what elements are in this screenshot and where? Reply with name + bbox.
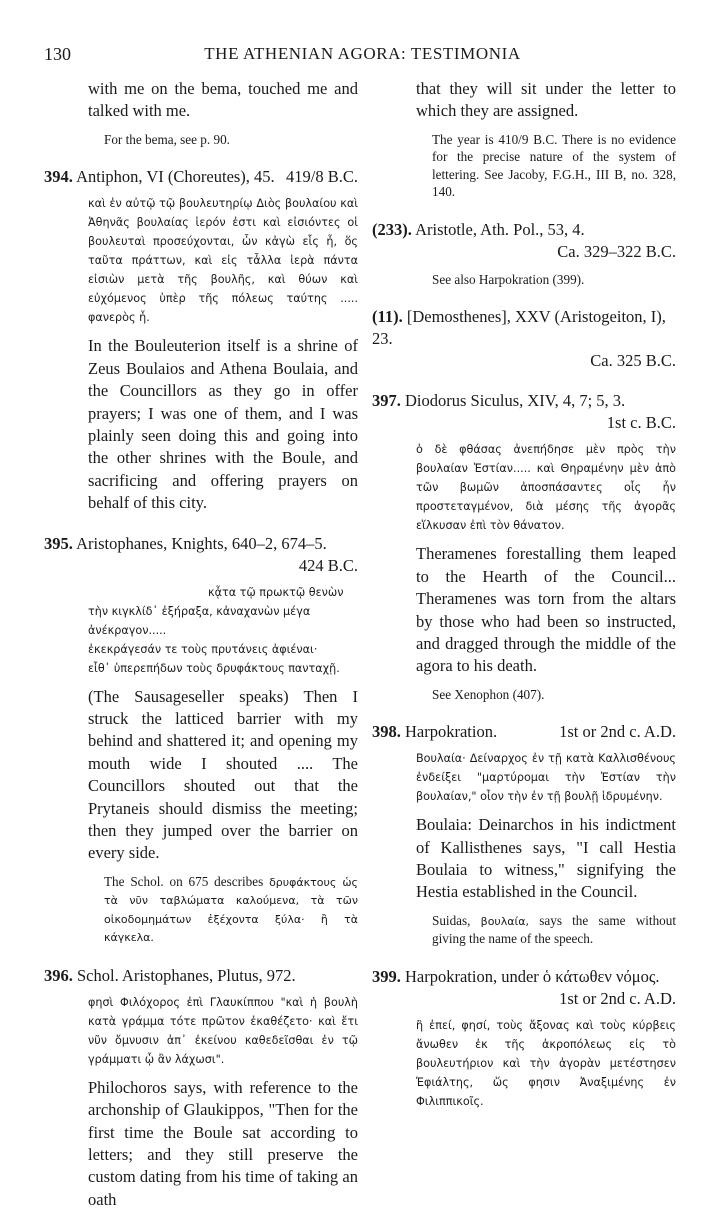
entry-date: 1st c. B.C. (606, 413, 676, 433)
entry-heading (44, 166, 358, 188)
entry-continuation (44, 78, 358, 148)
footnote-text: says the same without giving the name of the speech. (432, 912, 677, 947)
translation: Boulaia: Deinarchos in his indictment of Kallisthenes says, "I call Hestia Boulaia to witness," signifying the Hestia established in the Council. (416, 815, 676, 902)
entry-number: 396. (44, 965, 73, 985)
entry-source: Aristophanes, Knights, 640–2, 674–5. (76, 533, 327, 553)
entry-source: [Demosthenes], XXV (Aristogeiton, I), 23. (372, 307, 666, 349)
entry-396 (44, 965, 358, 1211)
footnote-greek: δρυφάκτους ὡς τὰ νῦν ταβλώματα καλούμενα, τὰ τῶν οἰκοδομημάτων ἐξέχοντα ξύλα· ἢ τὰ κάγκελα. (104, 875, 359, 945)
entry-heading (372, 219, 676, 263)
entry-number: 397. (372, 391, 401, 411)
translation: In the Bouleuterion itself is a shrine of Zeus Boulaios and Athena Boulaia, and the Councillors as they go in offer prayers; I was one of them, and I was plainly seen doing this and going into the other shrines with the Boule, and sacrificing and offering prayers on behalf of this city. (88, 336, 358, 513)
page-header (0, 44, 725, 68)
translation: Philochoros says, with reference to the archonship of Glaukippos, "Then for the first time the Boule sat according to letters; and they still preserve the custom dating from his time of taking an oath (88, 1077, 358, 1209)
continued-translation: that they will sit under the letter to which they are assigned. (416, 79, 676, 121)
entry-source: Schol. Aristophanes, Plutus, 972. (77, 965, 296, 985)
entry-source: Harpokration, under ὁ κάτωθεν νόμος. (405, 966, 660, 986)
entry-399 (372, 966, 676, 1111)
continued-translation: with me on the bema, touched me and talked with me. (88, 79, 358, 121)
entry-398 (372, 721, 676, 948)
entry-heading (372, 721, 676, 743)
entry-heading (372, 966, 676, 1010)
entry-number: 394. (44, 167, 73, 187)
verse-line: τὴν κιγκλίδ᾽ ἐξήραξα, κἀναχανὼν μέγα (88, 604, 311, 618)
verse-line: ἀνέκραγον..... (88, 623, 167, 637)
entry-heading (372, 390, 676, 434)
translation: (The Sausageseller speaks) Then I struck the latticed barrier with my behind and shattered it; and opening my mouth wide I shouted .... The Councillors shouted out that the Prytaneis should dismiss the meeting; then they jumped over the barrier on every side. (88, 686, 358, 863)
greek-text: ὁ δὲ φθάσας ἀνεπήδησε μὲν πρὸς τὴν βουλαίαν Ἑστίαν..... καὶ Θηραμένην μὲν ἀπὸ τῶν βωμῶν ἀποσπάσαντες οἷς ἦν προστεταγμένον, διὰ μέσης τῆς ἀγορᾶς εἵλκυσαν ἐπὶ τὸν θάνατον. (416, 443, 676, 533)
left-column (44, 78, 358, 1229)
entry-heading (44, 965, 358, 987)
entry-date: Ca. 325 B.C. (590, 351, 676, 371)
verse-line: εἶθ᾽ ὑπερεπήδων τοὺς δρυφάκτους πανταχῇ. (88, 661, 340, 675)
footnote: The year is 410/9 B.C. There is no evidence for the precise nature of the system of lettering. See Jacoby, F.G.H., III B, no. 328, 140. (432, 131, 676, 200)
entry-11 (372, 306, 676, 372)
entry-date: 1st or 2nd c. A.D. (559, 722, 676, 742)
entry-source: Harpokration. (405, 722, 498, 742)
greek-text: Βουλαία· Δείναρχος ἐν τῇ κατὰ Καλλισθένους ἐνδείξει "μαρτύρομαι τὴν Ἑστίαν τὴν βουλαίαν," οἷον τὴν ἐν τῇ βουλῇ ἱδρυμένην. (416, 752, 676, 804)
right-column (372, 78, 676, 1129)
entry-continuation (372, 78, 676, 201)
footnote-text: The Schol. on 675 describes (104, 873, 264, 889)
entry-number: 398. (372, 722, 401, 742)
verse-line: κᾆτα τῷ πρωκτῷ θενὼν (208, 585, 344, 599)
footnote-greek: βουλαία, (480, 914, 530, 928)
footnote: See also Harpokration (399). (432, 271, 585, 287)
running-title: THE ATHENIAN AGORA: TESTIMONIA (204, 44, 521, 63)
entry-date: 1st or 2nd c. A.D. (559, 988, 676, 1008)
greek-text: καὶ ἐν αὐτῷ τῷ βουλευτηρίῳ Διὸς βουλαίου καὶ Ἀθηνᾶς βουλαίας ἱερόν ἐστι καὶ εἰσιόντες οἱ βουλευταὶ προσεύχονται, ὧν κἀγὼ εἷς ἦ, ὅς ταῦτα πράττων, καὶ εἰς τἆλλα ἱερὰ πάντα εἰσιὼν μετὰ τῆς βουλῆς, καὶ θύων καὶ εὐχόμενος ὑπὲρ τῆς πόλεως ταύτης ..... φανερὸς ἦ. (88, 197, 358, 325)
entry-date: Ca. 329–322 B.C. (557, 241, 676, 261)
entry-heading (44, 533, 358, 577)
entry-233 (372, 219, 676, 289)
translation: Theramenes forestalling them leaped to the Hearth of the Council... Theramenes was torn from the altars by those who had been so instructed, and dragged through the middle of the agora to his death. (416, 544, 676, 676)
page-number: 130 (44, 44, 71, 64)
entry-source: Diodorus Siculus, XIV, 4, 7; 5, 3. (405, 391, 626, 411)
entry-number: 399. (372, 966, 401, 986)
entry-source: Antiphon, VI (Choreutes), 45. (76, 167, 275, 187)
entry-date: 419/8 B.C. (286, 167, 358, 187)
entry-date: 424 B.C. (298, 555, 358, 575)
entry-397 (372, 390, 676, 703)
entry-395 (44, 533, 358, 947)
verse-line: ἐκεκράγεσάν τε τοὺς πρυτάνεις ἀφιέναι· (88, 642, 318, 656)
entry-source: Aristotle, Ath. Pol., 53, 4. (415, 219, 585, 239)
footnote-text: Suidas, (432, 912, 471, 928)
footnote: For the bema, see p. 90. (104, 131, 230, 147)
greek-text: ἢ ἐπεί, φησί, τοὺς ἄξονας καὶ τοὺς κύρβεις ἄνωθεν ἐκ τῆς ἀκροπόλεως εἰς τὸ βουλευτήριον καὶ τὴν ἀγορὰν μετέστησεν Ἐφιάλτης, ὥς φησιν Ἀναξιμένης ἐν Φιλιππικοῖς. (416, 1018, 676, 1108)
entry-number: 395. (44, 533, 73, 553)
footnote (104, 873, 358, 947)
greek-verse (88, 583, 358, 678)
footnote: See Xenophon (407). (432, 686, 545, 702)
entry-number: (233). (372, 219, 412, 239)
footnote (432, 912, 676, 948)
entry-number: (11). (372, 307, 403, 327)
entry-394 (44, 166, 358, 514)
entry-heading (372, 306, 676, 372)
greek-text: φησὶ Φιλόχορος ἐπὶ Γλαυκίππου "καὶ ἡ βουλὴ κατὰ γράμμα τότε πρῶτον ἐκαθέζετο· καὶ ἔτι νῦν ὄμνυσιν ἀπ᾽ ἐκείνου καθεδεῖσθαι ἐν τῷ γράμματι ᾧ ἂν λάχωσι". (88, 995, 358, 1066)
